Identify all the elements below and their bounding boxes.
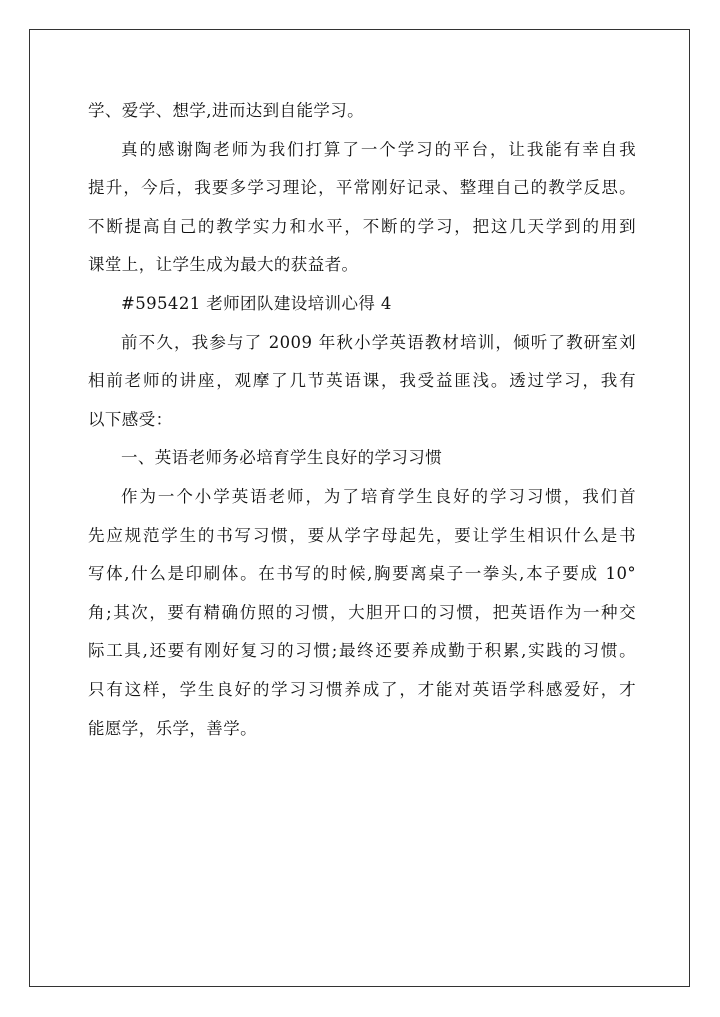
paragraph-line: 不断提高自己的教学实力和水平，不断的学习，把这几天学到的用到 — [88, 216, 636, 236]
paragraph-line: 提升，今后，我要多学习理论，平常刚好记录、整理自己的教学反思。 — [88, 178, 636, 198]
paragraph-line: 以下感受： — [88, 409, 173, 429]
document-body — [88, 92, 636, 748]
paragraph-line: 前不久，我参与了 2009 年秋小学英语教材培训，倾听了教研室刘 — [121, 332, 636, 352]
paragraph-line: 课堂上，让学生成为最大的获益者。 — [88, 255, 359, 275]
paragraph-line: 真的感谢陶老师为我们打算了一个学习的平台，让我能有幸自我 — [121, 139, 636, 159]
paragraph-line: 只有这样，学生良好的学习习惯养成了，才能对英语学科感爱好，才 — [88, 679, 636, 699]
paragraph-line: 写体,什么是印刷体。在书写的时候,胸要离桌子一拳头,本子要成 10° — [88, 564, 636, 584]
section-heading: #595421 老师团队建设培训心得 4 — [121, 293, 392, 313]
paragraph-line: 先应规范学生的书写习惯，要从学字母起先，要让学生相识什么是书 — [88, 525, 636, 545]
paragraph-line: 际工具,还要有刚好复习的习惯;最终还要养成勤于积累,实践的习惯。 — [88, 641, 636, 661]
paragraph-line: 角;其次，要有精确仿照的习惯，大胆开口的习惯，把英语作为一种交 — [88, 602, 636, 622]
paragraph-line: 能愿学，乐学，善学。 — [88, 718, 257, 738]
subsection-heading: 一、英语老师务必培育学生良好的学习习惯 — [121, 448, 443, 468]
paragraph-line: 相前老师的讲座，观摩了几节英语课，我受益匪浅。透过学习，我有 — [88, 371, 636, 391]
paragraph-line: 作为一个小学英语老师，为了培育学生良好的学习习惯，我们首 — [121, 486, 636, 506]
paragraph-line: 学、爱学、想学,进而达到自能学习。 — [88, 101, 365, 120]
